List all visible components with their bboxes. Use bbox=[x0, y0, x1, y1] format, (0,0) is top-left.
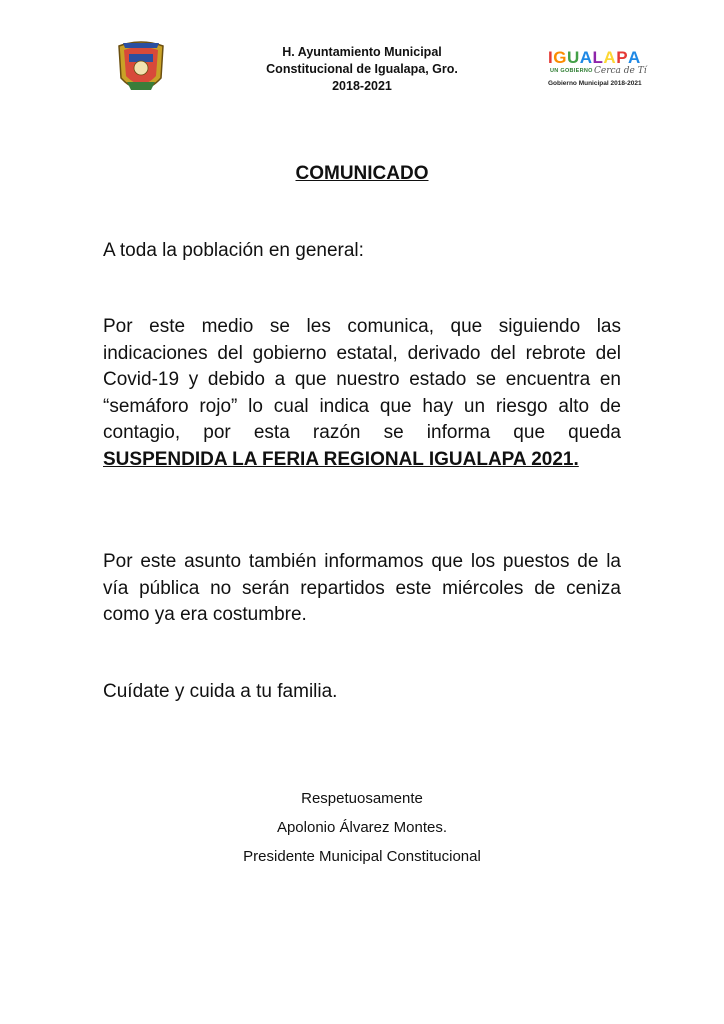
header-title-block bbox=[200, 44, 524, 95]
paragraph-care: Cuídate y cuida a tu familia. bbox=[103, 681, 338, 702]
igualapa-brand-logo bbox=[548, 48, 660, 94]
brand-letter: L bbox=[592, 48, 604, 67]
brand-wordmark bbox=[548, 48, 641, 68]
header-line-2: Constitucional de Igualapa, Gro. bbox=[266, 62, 458, 76]
paragraph-announcement bbox=[103, 314, 621, 474]
suspension-emphasis: SUSPENDIDA LA FERIA REGIONAL IGUALAPA 2021. bbox=[103, 448, 579, 470]
paragraph-stalls: Por este asunto también informamos que los puestos de la vía pública no serán repartidos este miércoles de ceniza como ya era costumbre. bbox=[103, 551, 621, 626]
signature-name: Apolonio Álvarez Montes. bbox=[276, 819, 448, 836]
brand-letter: I bbox=[548, 48, 554, 67]
brand-letter: G bbox=[553, 48, 567, 67]
signature-closing: Respetuosamente bbox=[301, 790, 423, 807]
paragraph-1-text: Por este medio se les comunica, que siguiendo las indicaciones del gobierno estatal, derivado del rebrote del Covid-19 y debido a que nuestro estado se encuentra en “semáforo rojo” lo cual indica que hay un riesgo alto de contagio, por esta razón se informa que queda bbox=[103, 316, 621, 444]
document-title: COMUNICADO bbox=[295, 163, 429, 184]
brand-letter: U bbox=[566, 48, 580, 67]
brand-letter: P bbox=[616, 48, 629, 67]
brand-subline: UN GOBIERNO bbox=[550, 68, 593, 74]
signature-position: Presidente Municipal Constitucional bbox=[243, 848, 481, 865]
header-line-1: H. Ayuntamiento Municipal bbox=[282, 45, 442, 59]
greeting: A toda la población en general: bbox=[103, 240, 364, 261]
brand-government-line: Gobierno Municipal 2018-2021 bbox=[548, 80, 642, 87]
header-line-3: 2018-2021 bbox=[332, 79, 392, 93]
brand-letter: A bbox=[628, 48, 641, 67]
brand-script: Cerca de Tí bbox=[594, 66, 647, 76]
brand-letter: A bbox=[579, 48, 593, 67]
brand-letter: A bbox=[603, 48, 617, 67]
municipal-seal-logo bbox=[115, 38, 167, 100]
